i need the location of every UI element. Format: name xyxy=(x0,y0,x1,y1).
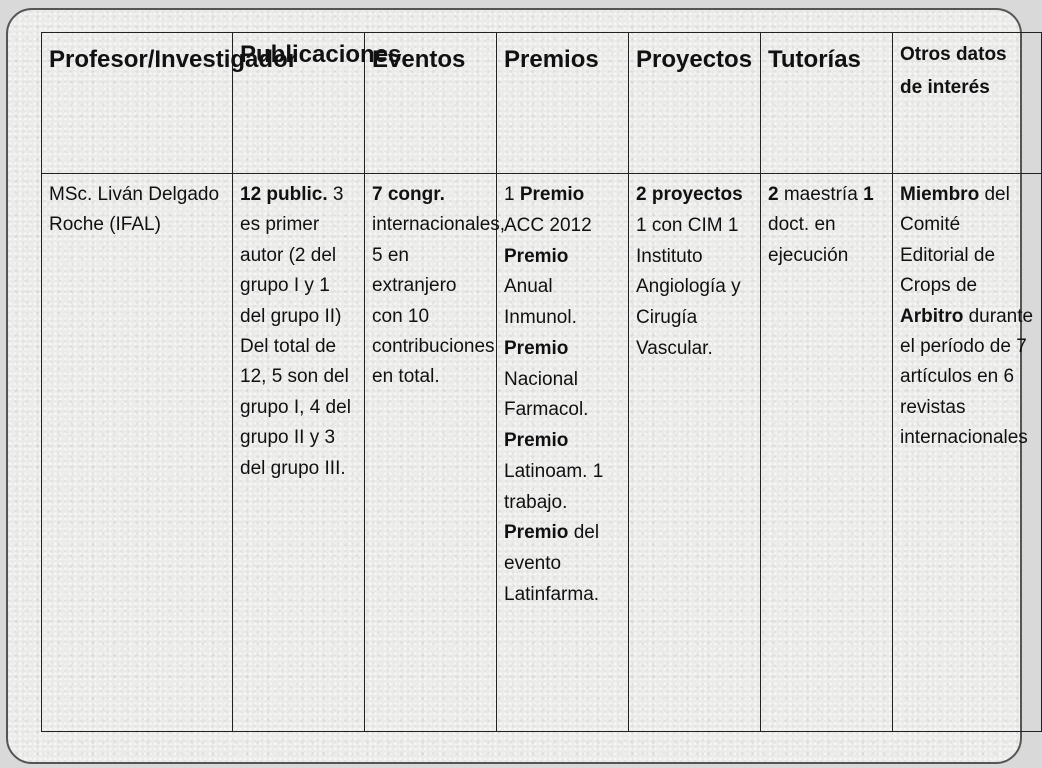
header-publicaciones: Publicaciones xyxy=(233,33,365,174)
cell-publicaciones: 12 public. 3 es primer autor (2 del grupo I y 1 del grupo II) Del total de 12, 5 son del grupo I, 4 del grupo II y 3 del grupo III. xyxy=(233,174,365,732)
cell-eventos: 7 congr. internacionales, 5 en extranjero con 10 contribuciones en total. xyxy=(365,174,497,732)
cell-otros: Miembro del Comité Editorial de Crops de Arbitro durante el período de 7 artículos en 6 revistas internacionales xyxy=(893,174,1042,732)
header-premios: Premios xyxy=(497,33,629,174)
header-tutorias: Tutorías xyxy=(761,33,893,174)
slide-background xyxy=(6,8,1034,764)
cell-tutorias: 2 maestría 1 doct. en ejecución xyxy=(761,174,893,732)
header-proyectos: Proyectos xyxy=(629,33,761,174)
table-header-row xyxy=(42,33,1042,174)
cell-profesor: MSc. Liván Delgado Roche (IFAL) xyxy=(42,174,233,732)
header-profesor: Profesor/Investigador xyxy=(42,33,233,174)
cell-premios: 1 Premio ACC 2012 Premio Anual Inmunol. Premio Nacional Farmacol. Premio Latinoam. 1 trabajo. Premio del evento Latinfarma. xyxy=(497,174,629,732)
cell-proyectos: 2 proyectos 1 con CIM 1 Instituto Angiología y Cirugía Vascular. xyxy=(629,174,761,732)
header-eventos: Eventos xyxy=(365,33,497,174)
table-row xyxy=(42,174,1042,732)
data-table xyxy=(41,32,1042,732)
header-otros: Otros datos de interés xyxy=(893,33,1042,174)
